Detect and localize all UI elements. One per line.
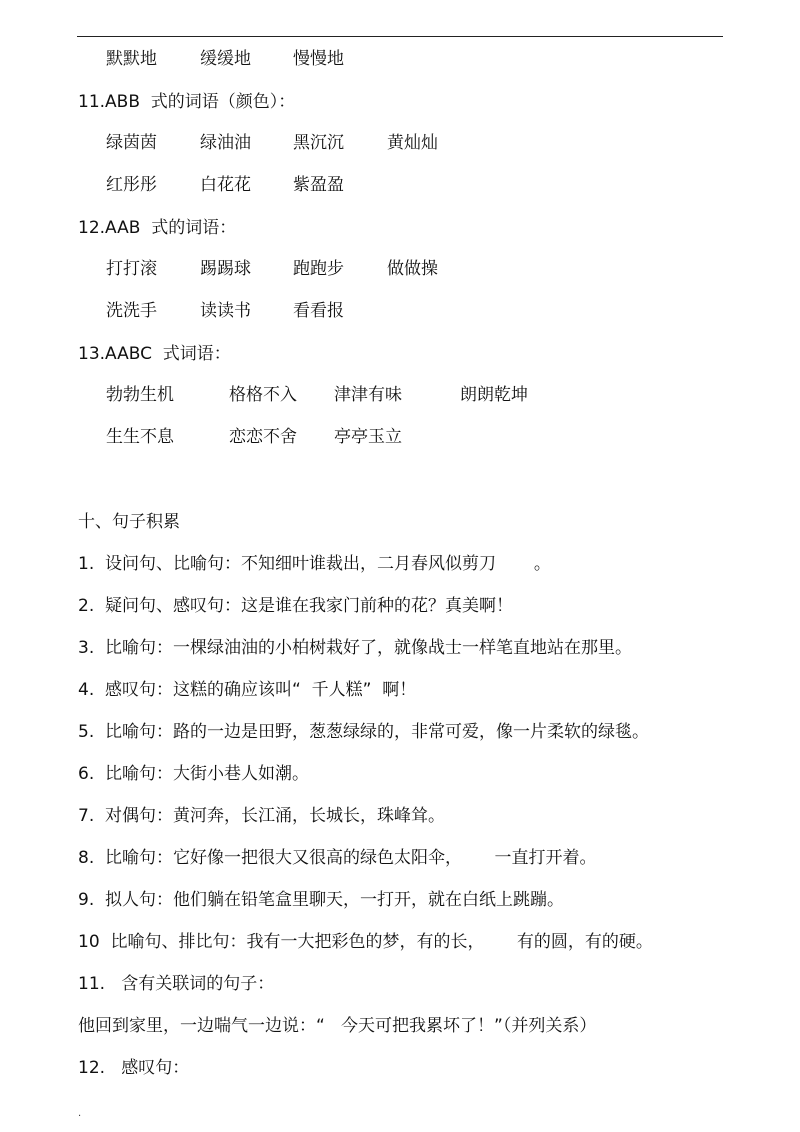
word-item: 恋恋不舍	[229, 427, 297, 447]
word-item: 慢慢地	[293, 49, 344, 69]
word-item: 读读书	[200, 301, 251, 321]
word-item: 默默地	[106, 49, 157, 69]
word-item: 勃勃生机	[106, 385, 174, 405]
sentence-item: 7. 对偶句：黄河奔，长江涌，长城长，珠峰耸。	[78, 806, 446, 826]
sentence-item: 1. 设问句、比喻句：不知细叶谁裁出，二月春风似剪刀 。	[78, 554, 551, 574]
sentence-item: 5. 比喻句：路的一边是田野，葱葱绿绿的，非常可爱，像一片柔软的绿毯。	[78, 722, 650, 742]
section-heading-13: 13.AABC 式词语：	[78, 344, 231, 364]
section-heading-12: 12.AAB 式的词语：	[78, 218, 237, 238]
sentence-item: 10 比喻句、排比句：我有一大把彩色的梦，有的长， 有的圆，有的硬。	[78, 932, 653, 952]
sentence-item: 12. 感叹句：	[78, 1058, 190, 1078]
word-item: 白花花	[200, 175, 251, 195]
word-item: 生生不息	[106, 427, 174, 447]
word-item: 绿油油	[200, 133, 251, 153]
sentence-item: 2. 疑问句、感叹句：这是谁在我家门前种的花？真美啊！	[78, 596, 514, 616]
sentence-item: 11. 含有关联词的句子：	[78, 974, 275, 994]
word-item: 格格不入	[229, 385, 297, 405]
word-item: 亭亭玉立	[334, 427, 402, 447]
word-item: 朗朗乾坤	[460, 385, 528, 405]
word-item: 跑跑步	[293, 259, 344, 279]
sentence-item: 8. 比喻句：它好像一把很大又很高的绿色太阳伞， 一直打开着。	[78, 848, 597, 868]
word-item: 打打滚	[106, 259, 157, 279]
word-item: 看看报	[293, 301, 344, 321]
sentence-item: 4. 感叹句：这糕的确应该叫“ 千人糕” 啊！	[78, 680, 417, 700]
word-item: 黄灿灿	[387, 133, 438, 153]
section-title: 十、句子积累	[78, 512, 180, 532]
word-item: 津津有味	[334, 385, 402, 405]
word-item: 踢踢球	[200, 259, 251, 279]
word-item: 缓缓地	[200, 49, 251, 69]
sentence-item: 他回到家里，一边喘气一边说：“ 今天可把我累坏了！”（并列关系）	[78, 1016, 597, 1036]
sentence-item: 6. 比喻句：大街小巷人如潮。	[78, 764, 310, 784]
word-item: 洗洗手	[106, 301, 157, 321]
word-item: 黑沉沉	[293, 133, 344, 153]
section-heading-11: 11.ABB 式的词语（颜色）：	[78, 92, 296, 112]
footer-mark: .	[78, 1108, 82, 1119]
sentence-item: 3. 比喻句：一棵绿油油的小柏树栽好了，就像战士一样笔直地站在那里。	[78, 638, 633, 658]
word-item: 绿茵茵	[106, 133, 157, 153]
word-item: 红彤彤	[106, 175, 157, 195]
word-item: 做做操	[387, 259, 438, 279]
sentence-item: 9. 拟人句：他们躺在铅笔盒里聊天，一打开，就在白纸上跳蹦。	[78, 890, 565, 910]
top-rule	[77, 36, 723, 37]
word-item: 紫盈盈	[293, 175, 344, 195]
